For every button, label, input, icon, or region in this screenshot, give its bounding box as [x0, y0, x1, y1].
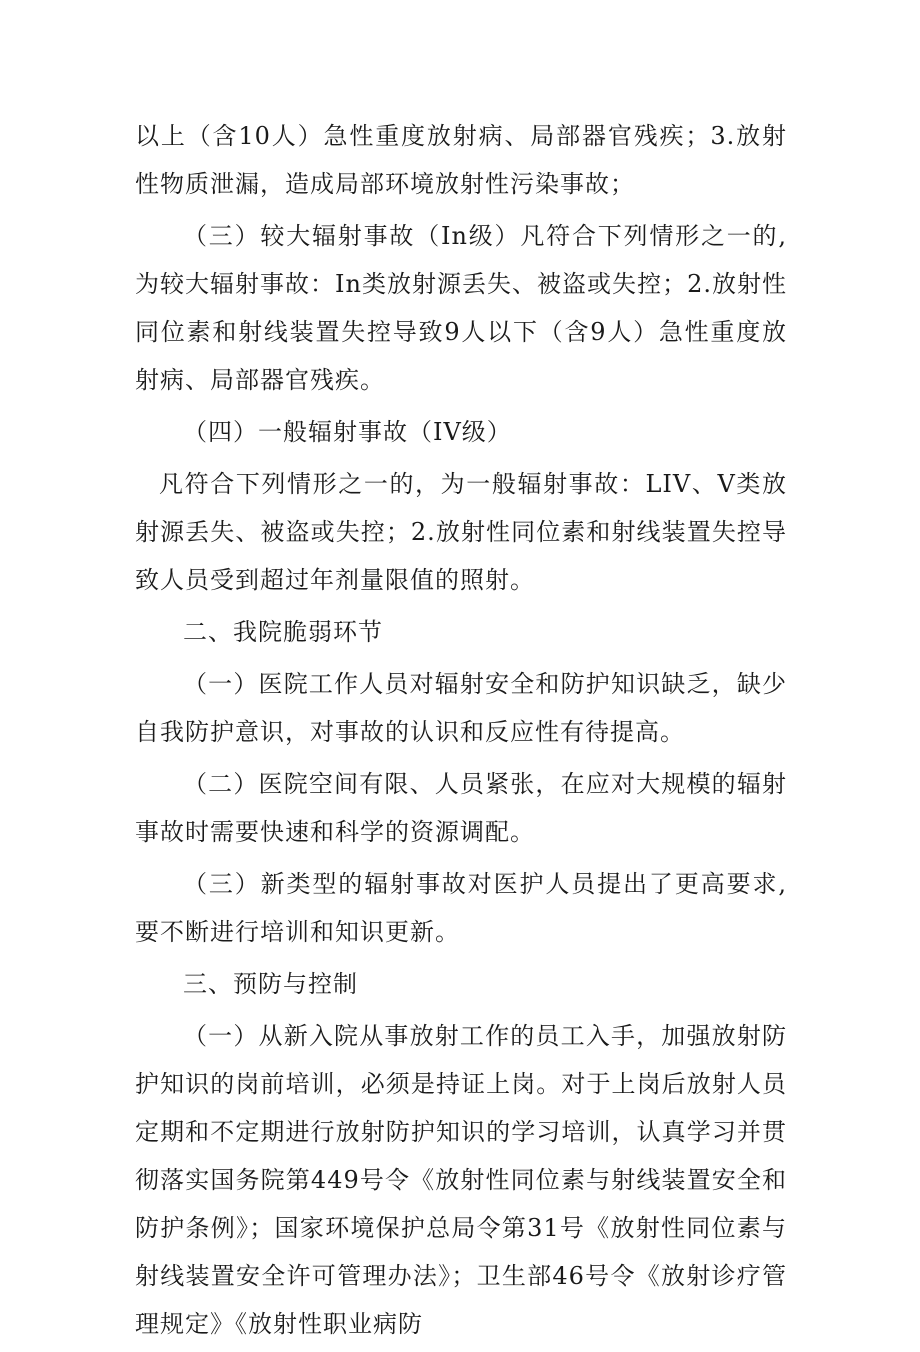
- paragraph-2: （三）较大辐射事故（In级）凡符合下列情形之一的,为较大辐射事故：In类放射源丢失、被盗或失控；2.放射性同位素和射线装置失控导致9人以下（含9人）急性重度放射病、局部器官残疾。: [135, 222, 787, 394]
- paragraph-8: （三）新类型的辐射事故对医护人员提出了更高要求,要不断进行培训和知识更新。: [135, 870, 787, 946]
- section-heading-3: 三、预防与控制: [183, 970, 358, 998]
- paragraph-6: （一）医院工作人员对辐射安全和防护知识缺乏，缺少自我防护意识，对事故的认识和反应性有待提高。: [135, 670, 787, 746]
- paragraph-10: （一）从新入院从事放射工作的员工入手，加强放射防护知识的岗前培训，必须是持证上岗。对于上岗后放射人员定期和不定期进行放射防护知识的学习培训，认真学习并贯彻落实国务院第449号令《放射性同位素与射线装置安全和防护条例》；国家环境保护总局令第31号《放射性同位素与射线装置安全许可管理办法》；卫生部46号令《放射诊疗管理规定》《放射性职业病防: [135, 1022, 787, 1338]
- paragraph-4: 凡符合下列情形之一的，为一般辐射事故：LIV、V类放射源丢失、被盗或失控；2.放射性同位素和射线装置失控导致人员受到超过年剂量限值的照射。: [135, 470, 787, 594]
- paragraph-7: （二）医院空间有限、人员紧张，在应对大规模的辐射事故时需要快速和科学的资源调配。: [135, 770, 787, 846]
- document-body: [135, 112, 787, 1352]
- section-heading-2: 二、我院脆弱环节: [183, 618, 383, 646]
- paragraph-1: 以上（含10人）急性重度放射病、局部器官残疾；3.放射性物质泄漏，造成局部环境放射性污染事故；: [135, 122, 787, 198]
- paragraph-3-heading: （四）一般辐射事故（IV级）: [183, 418, 512, 446]
